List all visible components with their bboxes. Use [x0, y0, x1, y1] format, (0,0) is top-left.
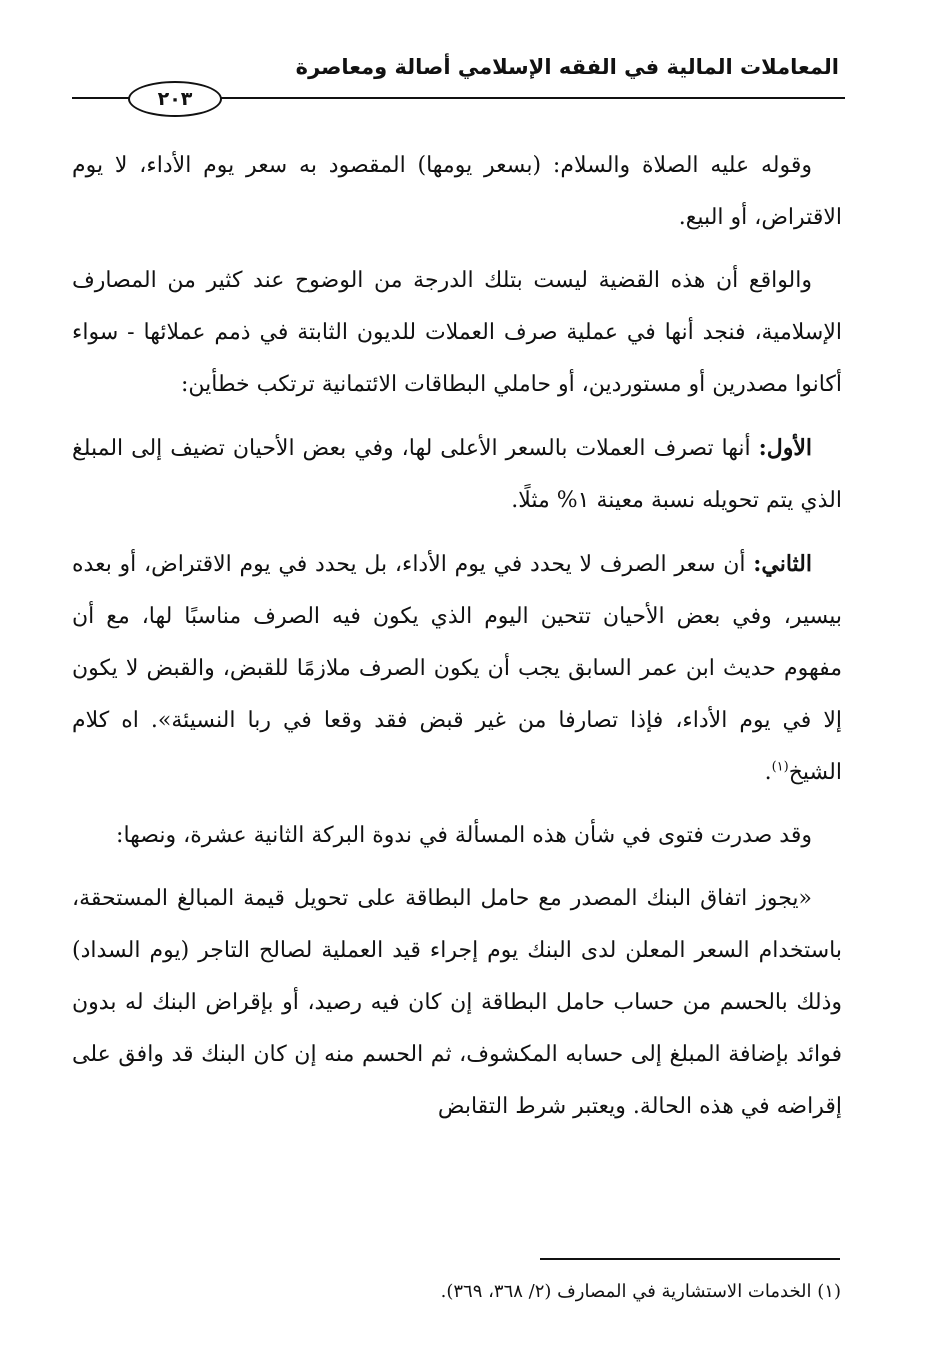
- footnote-rule: [540, 1258, 840, 1260]
- paragraph-4-end: .: [764, 760, 772, 785]
- body-text: [72, 140, 842, 1144]
- paragraph-5: [72, 810, 842, 862]
- paragraph-3-text: أنها تصرف العملات بالسعر الأعلى لها، وفي بعض الأحيان تضيف إلى المبلغ الذي يتم تحويله نسبة معينة ١% مثلًا.: [72, 436, 842, 513]
- paragraph-5-text: وقد صدرت فتوى في شأن هذه المسألة في ندوة البركة الثانية عشرة، ونصها:: [116, 823, 812, 848]
- paragraph-4-lead: الثاني:: [753, 551, 812, 577]
- footnote: (١) الخدمات الاستشارية في المصارف (٢/ ٣٦٨، ٣٦٩).: [440, 1281, 841, 1302]
- page-number: ٢٠٣: [128, 81, 222, 117]
- footnote-reference[interactable]: (١): [771, 759, 789, 775]
- paragraph-6: [72, 873, 842, 1133]
- paragraph-6-text: «يجوز اتفاق البنك المصدر مع حامل البطاقة على تحويل قيمة المبالغ المستحقة، باستخدام السعر المعلن لدى البنك يوم إجراء قيد العملية لصالح التاجر (يوم السداد) وذلك بالحسم من حساب حامل البطاقة إن كان فيه رصيد، أو بإقراض البنك له بدون فوائد بإضافة المبلغ إلى حسابه المكشوف، ثم الحسم منه إن كان البنك قد وافق على إقراضه في هذه الحالة. ويعتبر شرط التقابض: [72, 886, 843, 1119]
- paragraph-1: [72, 140, 842, 244]
- paragraph-4: [72, 538, 842, 799]
- paragraph-4-text: أن سعر الصرف لا يحدد في يوم الأداء، بل يحدد في يوم الاقتراض، أو بعده بيسير، وفي بعض الأحيان تتحين اليوم الذي يكون فيه الصرف مناسبًا لها، مع أن مفهوم حديث ابن عمر السابق يجب أن يكون الصرف ملازمًا للقبض، والقبض لا يكون إلا في يوم الأداء، فإذا تصارفا من غير قبض فقد وقعا في ربا النسيئة». اه كلام الشيخ: [72, 552, 843, 785]
- paragraph-2-text: والواقع أن هذه القضية ليست بتلك الدرجة من الوضوح عند كثير من المصارف الإسلامية، فنجد أنها في عملية صرف العملات للديون الثابتة في ذمم عملائها - سواء أكانوا مصدرين أو مستوردين، أو حاملي البطاقات الائتمانية ترتكب خطأين:: [72, 268, 842, 397]
- paragraph-3: [72, 422, 842, 527]
- paragraph-2: [72, 255, 842, 411]
- paragraph-3-lead: الأول:: [758, 435, 812, 461]
- paragraph-1-text: وقوله عليه الصلاة والسلام: (بسعر يومها) المقصود به سعر يوم الأداء، لا يوم الاقتراض، أو البيع.: [72, 153, 842, 230]
- running-title: المعاملات المالية في الفقه الإسلامي أصالة ومعاصرة: [295, 55, 839, 79]
